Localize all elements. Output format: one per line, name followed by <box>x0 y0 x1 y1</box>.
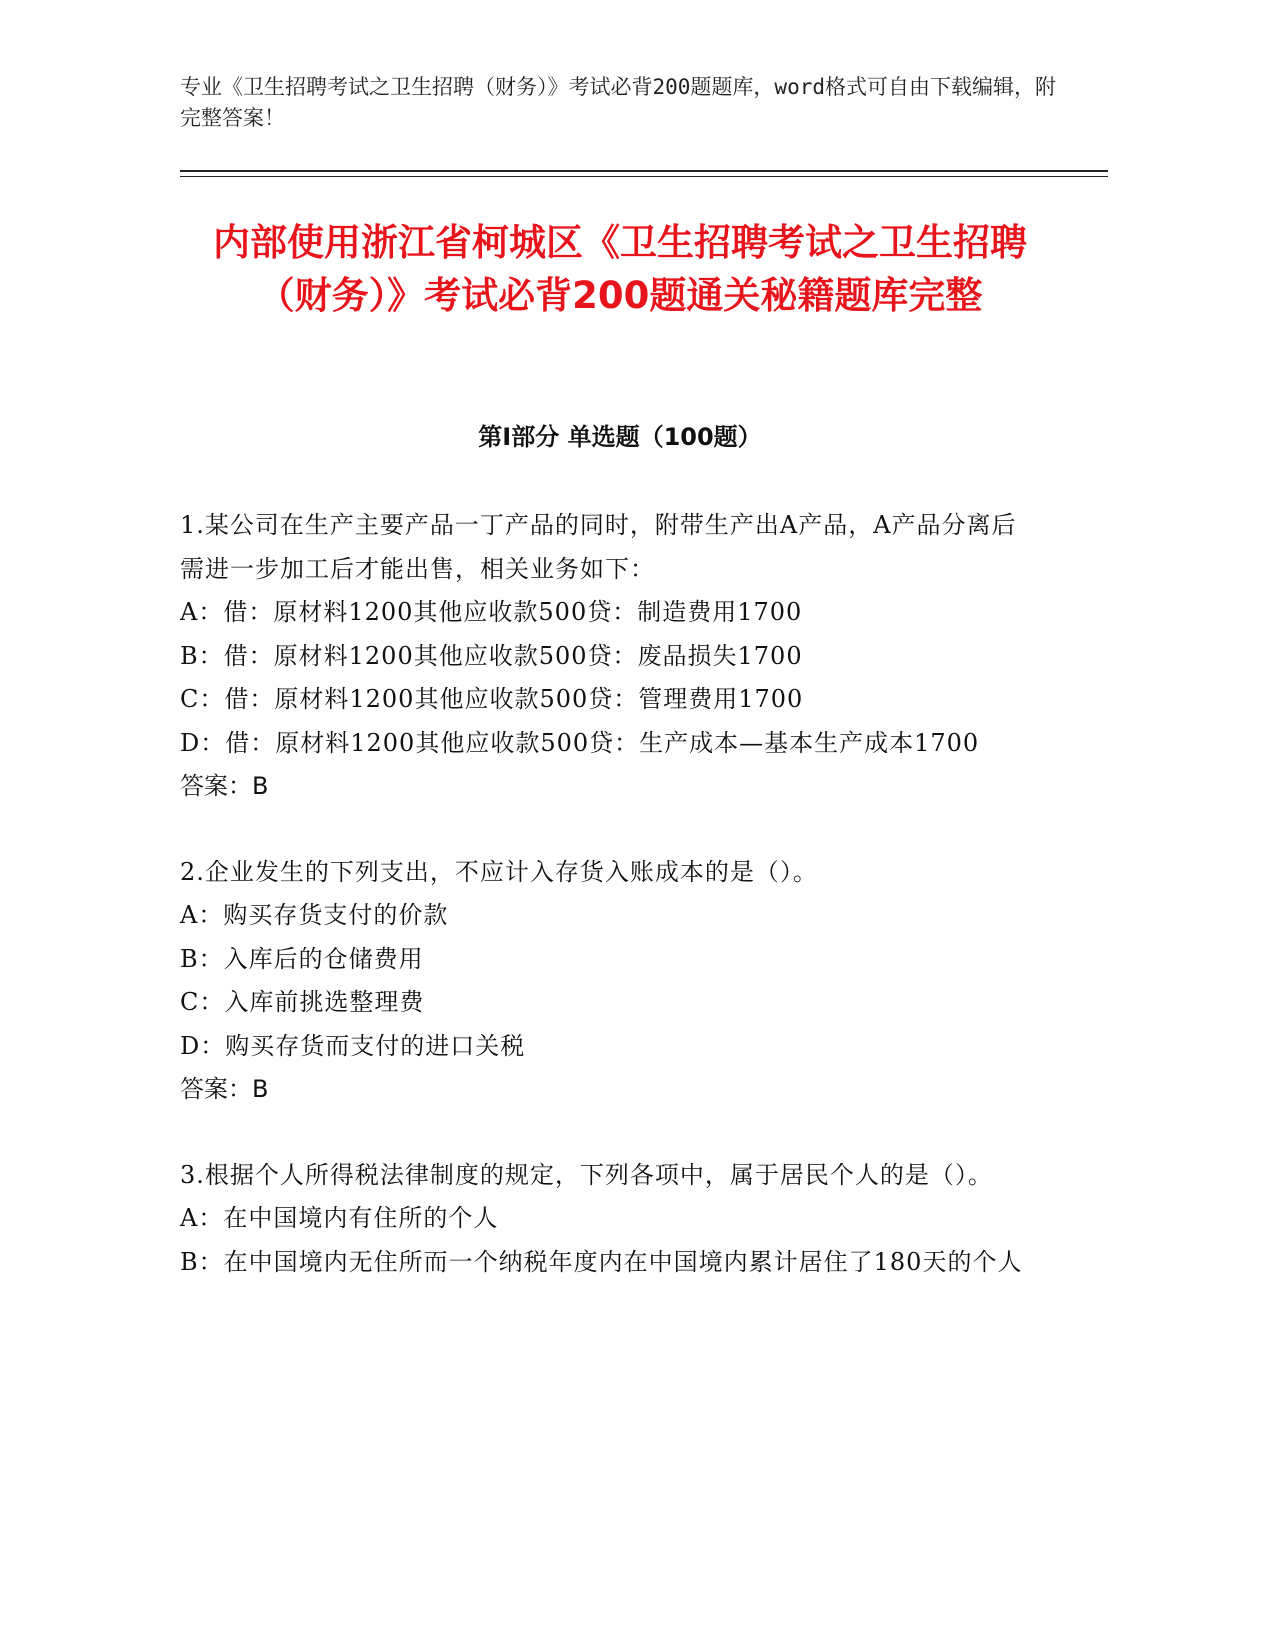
answer-text: 答案：B <box>180 772 269 800</box>
option-d: D：购买存货而支付的进口关税 <box>180 1031 526 1060</box>
header-divider-thick <box>180 170 1108 172</box>
header-note: 专业《卫生招聘考试之卫生招聘（财务）》考试必背200题题库，word格式可自由下载编辑，附完整答案！ <box>180 75 1056 130</box>
header-divider-thin <box>180 176 1108 177</box>
section-title: 第Ⅰ部分 单选题（100题） <box>478 423 762 451</box>
question-item <box>180 1154 1040 1285</box>
option-a: A：在中国境内有住所的个人 <box>180 1204 499 1232</box>
option-b: B：入库后的仓储费用 <box>180 944 424 973</box>
document-title: 内部使用浙江省柯城区《卫生招聘考试之卫生招聘（财务）》考试必背200题通关秘籍题库完整 <box>213 221 1027 317</box>
question-item <box>180 504 1040 809</box>
option-a: A：购买存货支付的价款 <box>180 901 449 929</box>
question-text: 1.某公司在生产主要产品一丁产品的同时，附带生产出A产品，A产品分离后需进一步加工后才能出售，相关业务如下： <box>180 511 1017 583</box>
option-a: A：借：原材料1200其他应收款500贷：制造费用1700 <box>180 598 803 626</box>
option-d: D：借：原材料1200其他应收款500贷：生产成本—基本生产成本1700 <box>180 728 980 757</box>
question-list <box>180 504 1040 1326</box>
option-c: C：入库前挑选整理费 <box>180 988 425 1016</box>
answer-text: 答案：B <box>180 1075 269 1103</box>
question-text: 3.根据个人所得税法律制度的规定，下列各项中，属于居民个人的是（）。 <box>180 1160 993 1189</box>
option-b: B：在中国境内无住所而一个纳税年度内在中国境内累计居住了180天的个人 <box>180 1247 1023 1276</box>
option-b: B：借：原材料1200其他应收款500贷：废品损失1700 <box>180 641 803 670</box>
option-c: C：借：原材料1200其他应收款500贷：管理费用1700 <box>180 685 804 713</box>
question-text: 2.企业发生的下列支出，不应计入存货入账成本的是（）。 <box>180 857 818 886</box>
question-item <box>180 851 1040 1112</box>
